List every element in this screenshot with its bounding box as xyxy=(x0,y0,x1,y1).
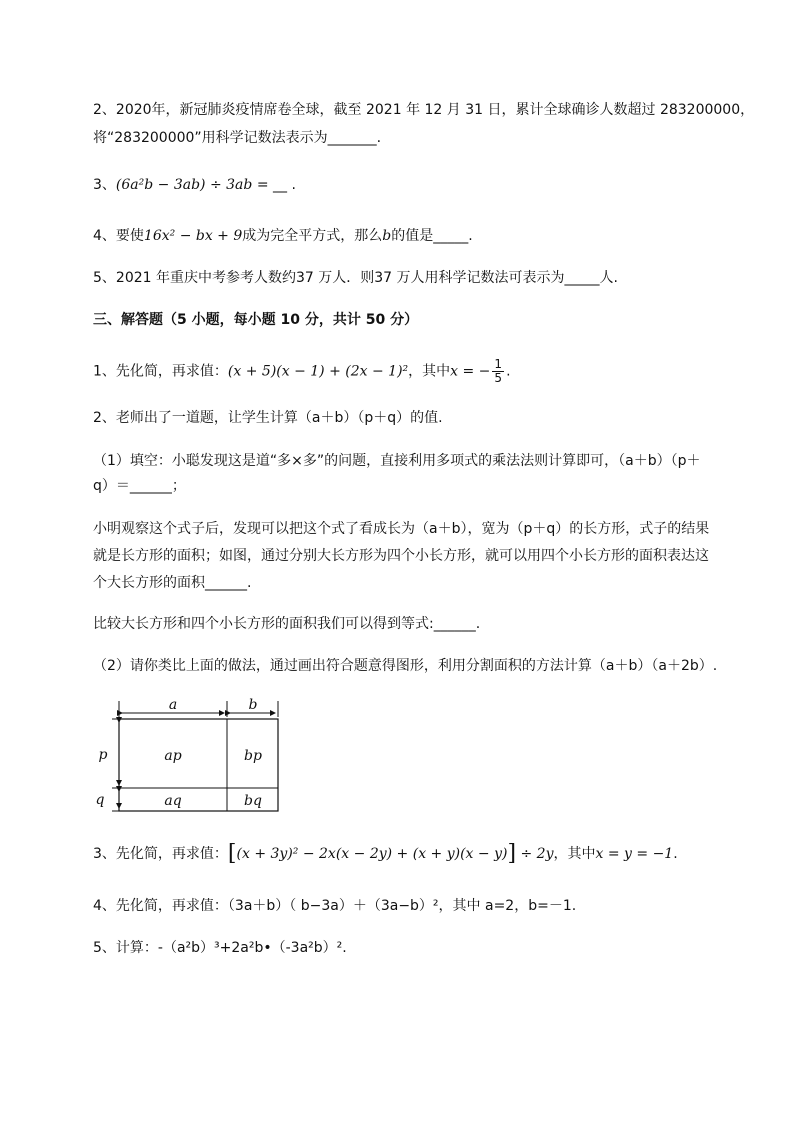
label-p: p xyxy=(98,747,108,763)
q3-suffix: __ . xyxy=(273,177,296,193)
q3-fill xyxy=(93,175,296,195)
q4-expression: 16x² − bx + 9 xyxy=(143,228,243,244)
q4-suffix: 的值是_____. xyxy=(391,228,473,244)
solve-q3-condition: x = y = −1 xyxy=(595,846,674,862)
solve-q2-para-line1: 小明观察这个式子后，发现可以把这个式了看成长为（a＋b），宽为（p＋q）的长方形，式子的结果 xyxy=(93,521,710,537)
q4-mid: 成为完全平方式，那么 xyxy=(242,228,383,244)
solve-q2-compare: 比较大长方形和四个小长方形的面积我们可以得到等式:______. xyxy=(93,616,481,632)
cell-bq: bq xyxy=(244,793,262,809)
solve-q2-intro: 2、老师出了一道题，让学生计算（a＋b）（p＋q）的值. xyxy=(93,410,443,426)
solve-q2-part2: （2）请你类比上面的做法，通过画出符合题意得图形，利用分割面积的方法计算（a＋b）（a＋2b）. xyxy=(93,658,718,674)
solve-q2-para-line3: 个大长方形的面积______. xyxy=(93,575,252,591)
solve-q1-fraction xyxy=(492,358,504,385)
q3-prefix: 3、 xyxy=(93,177,116,193)
solve-q3-divisor: ÷ 2y xyxy=(520,846,554,862)
fraction-denominator: 5 xyxy=(494,371,503,385)
q5-fill: 5、2021 年重庆中考参考人数约37 万人．则37 万人用科学记数法可表示为_____人. xyxy=(93,270,618,286)
solve-q2-part1-line1: （1）填空：小聪发现这是道“多×多”的问题，直接利用多项式的乘法法则计算即可，（a＋b）（p＋ xyxy=(93,453,701,469)
q2-fill-line1: 2、2020年，新冠肺炎疫情席卷全球，截至 2021 年 12 月 31 日，累计全球确诊人数超过 283200000， xyxy=(93,102,755,118)
cell-bp: bp xyxy=(244,748,262,764)
q4-fill xyxy=(93,226,473,246)
solve-q1-expression: (x + 5)(x − 1) + (2x − 1)² xyxy=(227,363,409,380)
section-heading: 三、解答题（5 小题，每小题 10 分，共计 50 分） xyxy=(93,312,419,328)
solve-q5: 5、计算：-（a²b）³+2a²b•（-3a²b）². xyxy=(93,940,347,956)
fraction-numerator: 1 xyxy=(494,357,503,371)
q4-prefix: 4、要使 xyxy=(93,228,144,244)
solve-q4: 4、先化简，再求值：（3a＋b）（ b−3a）＋（3a−b）²，其中 a=2，b=－1. xyxy=(93,898,577,914)
solve-q3-mid: ，其中 xyxy=(553,846,596,862)
q3-expression: (6a²b − 3ab) ÷ 3ab = xyxy=(115,177,273,193)
solve-q3-prefix: 3、先化简，再求值： xyxy=(93,846,228,862)
label-b: b xyxy=(248,697,258,713)
solve-q1-mid: ，其中 xyxy=(408,363,451,380)
q2-fill-line2: 将“283200000”用科学记数法表示为_______. xyxy=(93,130,382,146)
solve-q3 xyxy=(93,841,678,866)
solve-q1-prefix: 1、先化简，再求值： xyxy=(93,363,228,380)
solve-q1-suffix: . xyxy=(506,363,511,380)
label-q: q xyxy=(95,792,105,808)
solve-q3-suffix: . xyxy=(673,846,678,862)
left-bracket: [ xyxy=(227,841,237,866)
solve-q3-expression-group xyxy=(227,841,554,866)
label-a: a xyxy=(168,697,178,713)
cell-ap: ap xyxy=(164,748,182,764)
q4-variable: b xyxy=(382,228,392,244)
solve-q1 xyxy=(93,358,511,385)
solve-q2-part1-line2: q）＝______； xyxy=(93,478,186,494)
area-rectangle-figure xyxy=(90,695,290,815)
solve-q3-expression: (x + 3y)² − 2x(x − 2y) + (x + y)(x − y) xyxy=(236,846,508,862)
right-bracket: ] xyxy=(507,841,517,866)
solve-q2-para-line2: 就是长方形的面积；如图，通过分别大长方形为四个小长方形，就可以用四个小长方形的面积表达这 xyxy=(93,548,709,564)
solve-q1-condition: x = − xyxy=(450,363,491,380)
cell-aq: aq xyxy=(164,793,182,809)
